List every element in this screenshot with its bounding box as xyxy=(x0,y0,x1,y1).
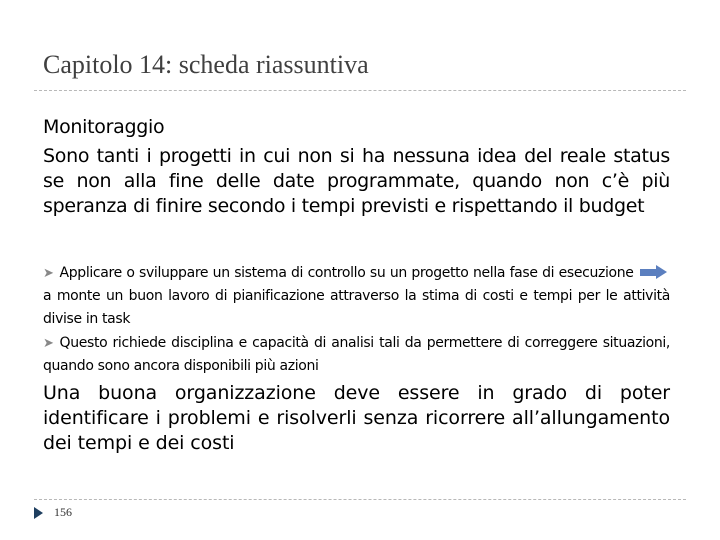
triangle-marker-icon xyxy=(34,507,43,519)
bullet-item-1 xyxy=(43,262,670,331)
title-divider xyxy=(34,90,686,91)
section-heading: Monitoraggio xyxy=(43,116,165,138)
chevron-right-icon: ➤ xyxy=(43,336,54,351)
page-number: 156 xyxy=(54,505,72,519)
bullet-item-2 xyxy=(43,332,670,378)
bullet-1-text-before: Applicare o sviluppare un sistema di controllo su un progetto nella fase di esecuzione xyxy=(59,265,634,281)
bullet-1-text-after: a monte un buon lavoro di pianificazione attraverso la stima di costi e tempi per le attività divise in task xyxy=(43,288,670,327)
footer-divider xyxy=(34,499,686,500)
right-arrow-icon xyxy=(640,266,668,278)
closing-paragraph: Una buona organizzazione deve essere in grado di poter identificare i problemi e risolverli senza ricorrere all’allungamento dei tempi e dei costi xyxy=(43,382,670,454)
slide-title: Capitolo 14: scheda riassuntiva xyxy=(43,50,369,79)
bullet-2-text: Questo richiede disciplina e capacità di analisi tali da permettere di correggere situazioni, quando sono ancora disponibili più azioni xyxy=(43,335,670,374)
chevron-right-icon: ➤ xyxy=(43,266,54,281)
intro-paragraph: Sono tanti i progetti in cui non si ha nessuna idea del reale status se non alla fine delle date programmate, quando non c’è più speranza di finire secondo i tempi previsti e rispettando il budget xyxy=(43,145,670,217)
